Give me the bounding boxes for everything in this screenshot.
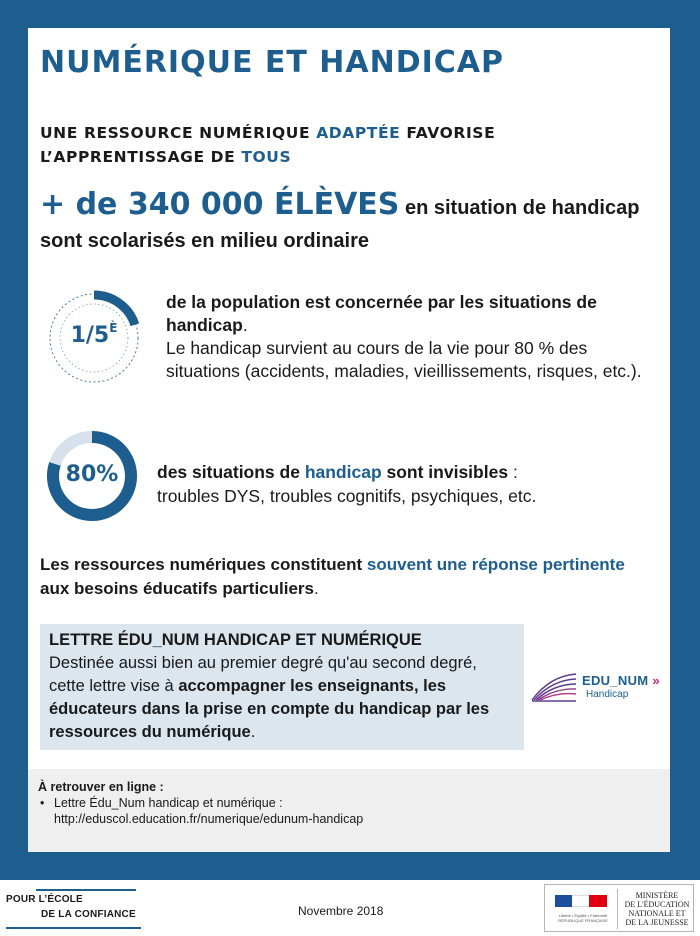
book-icon [530,670,580,704]
edunum-name [582,673,660,688]
memo-line-1: FICHE [624,38,652,48]
lettre-title: LETTRE ÉDU_NUM HANDICAP ET NUMÉRIQUE [49,631,422,649]
lettre-text-1: Destinée aussi bien au premier degré qu'au second degré, cette lettre vise à [49,654,477,695]
subtitle-highlight-tous: TOUS [241,148,292,166]
online-item-link[interactable]: http://eduscol.education.fr/numerique/edunum-handicap [54,812,364,826]
french-flag-icon [555,895,607,907]
lettre-edunum-box [40,624,524,750]
online-resources-box [28,769,670,852]
lettre-text [49,652,515,744]
stat-one-after-bold: . [242,315,248,335]
headline-stat [40,188,660,227]
edunum-subtitle: Handicap [586,689,629,700]
headline-number: + de 340 000 ÉLÈVES [40,187,400,222]
resources-end: . [313,579,319,598]
republique-text: Liberté • Égalité • Fraternité RÉPUBLIQUE FRANÇAISE [558,913,608,923]
edunum-chevrons-icon: » [652,673,660,688]
subtitle [40,121,600,169]
ecole-confiance-logo [6,889,146,929]
publication-date: Novembre 2018 [298,904,384,918]
ring-eighty-label: 80% [65,462,119,487]
stat-two-text [157,460,667,508]
ministry-separator [617,889,618,929]
resources-part-1: Les ressources numériques constituent [40,555,367,574]
ring-one-fifth-value: 1/5 [70,323,110,348]
stat-two-highlight: handicap [304,462,382,482]
ministry-name: MINISTÈRE DE L'ÉDUCATION NATIONALE ET DE LA JEUNESSE [624,891,690,927]
lettre-bold: accompagner les enseignants, les éducateurs dans la prise en compte du handicap par les ressources du numérique [49,677,490,741]
edunum-handicap-logo [530,670,670,704]
edunum-name-text: EDU_NUM [582,673,649,688]
resources-statement [40,553,640,601]
resources-highlight: souvent une réponse pertinente [366,555,625,574]
ring-one-fifth-label [44,323,144,348]
ministry-logo [544,884,694,932]
resources-part-2: aux besoins éducatifs particuliers [40,579,314,598]
online-list-item [38,795,670,827]
stat-one-text [166,291,666,383]
subtitle-highlight-adaptee: ADAPTÉE [316,124,401,142]
headline-text-2: sont scolarisés en milieu ordinaire [40,230,370,252]
stat-two-detail: troubles DYS, troubles cognitifs, psychiques, etc. [157,486,537,506]
fiche-memo-badge [607,29,669,69]
stat-one-bold: de la population est concernée par les situations de handicap [166,292,597,335]
memo-bubble-tail [618,67,630,75]
stat-two-bold-1: des situations de [157,462,305,482]
stat-one-detail: Le handicap survient au cours de la vie pour 80 % des situations (accidents, maladies, vieillissements, risques, etc.). [166,338,642,381]
stat-two-bold-2: sont invisibles [381,462,509,482]
memo-line-2: MÉMO [624,50,652,60]
subtitle-part-2: FAVORISE L’APPRENTISSAGE DE [40,124,496,166]
online-item-label: Lettre Édu_Num handicap et numérique : [54,796,283,810]
lettre-end: . [250,723,256,741]
stat-two-after-bold: : [508,462,518,482]
logo-line-2: DE LA CONFIANCE [41,909,136,920]
ring-one-fifth-suffix: È [109,321,118,335]
bullet-icon: • [40,796,45,810]
logo-bottom-rule [6,927,141,929]
headline-text-1: en situation de handicap [399,197,640,219]
logo-top-rule [36,889,136,891]
online-title: À retrouver en ligne : [38,780,164,794]
subtitle-part-1: UNE RESSOURCE NUMÉRIQUE [40,124,317,142]
logo-line-1: POUR L’ÉCOLE [6,894,83,905]
page-title: NUMÉRIQUE ET HANDICAP [40,45,504,80]
